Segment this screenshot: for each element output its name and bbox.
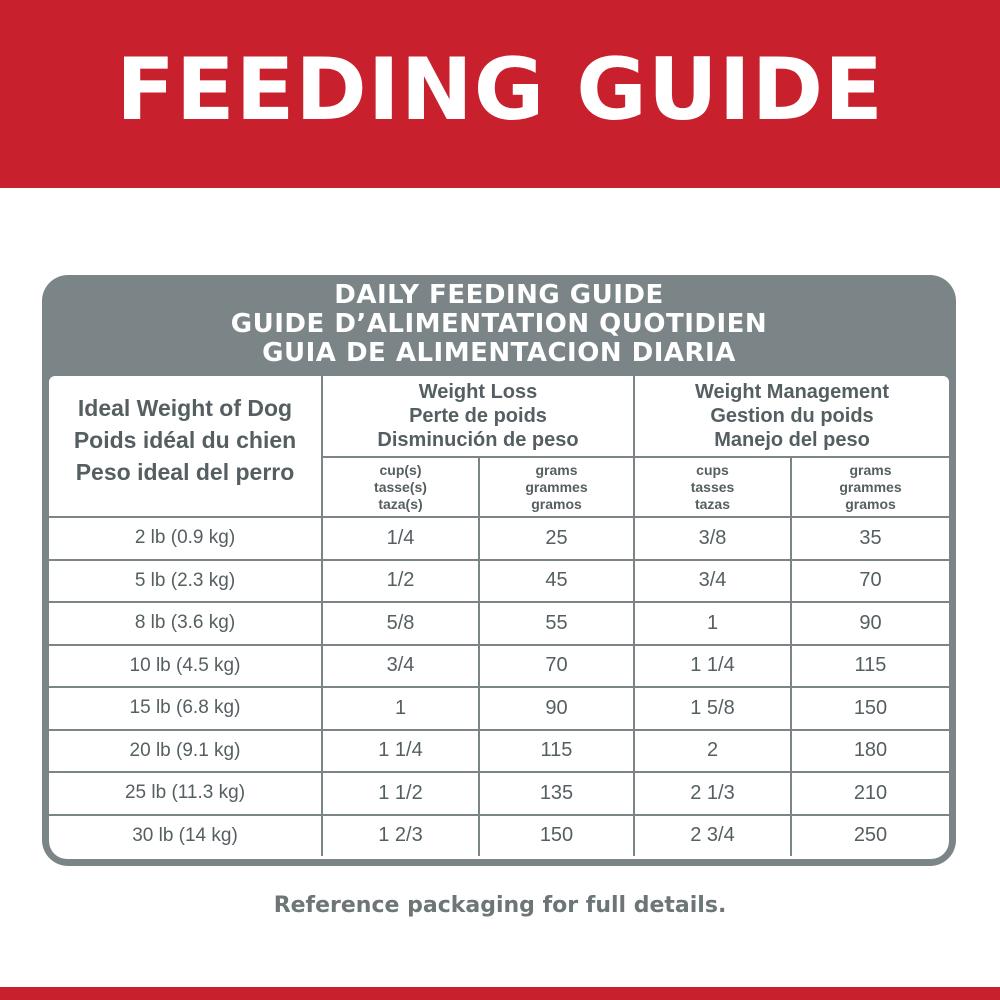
table-row — [49, 517, 949, 560]
table-row — [49, 560, 949, 603]
loss-cups-cell: 5/8 — [322, 602, 479, 645]
weight-cell: 2 lb (0.9 kg) — [49, 517, 322, 560]
loss-cups-cell: 3/4 — [322, 645, 479, 688]
sub-line: gramos — [531, 495, 582, 512]
mgmt-cups-cell: 3/4 — [634, 560, 791, 603]
group-line: Perte de poids — [409, 405, 547, 427]
sub-line: tasses — [690, 478, 735, 495]
mgmt-grams-cell: 210 — [791, 772, 949, 815]
card-heading — [42, 281, 956, 368]
loss-cups-cell: 1 1/4 — [322, 730, 479, 773]
sub-line: gramos — [845, 495, 896, 512]
table-row — [49, 602, 949, 645]
table-row — [49, 645, 949, 688]
table-row — [49, 772, 949, 815]
feeding-table-body — [49, 517, 949, 856]
sub-line: tasse(s) — [374, 478, 427, 495]
group-line: Disminución de peso — [377, 429, 579, 451]
sub-line: grams — [849, 461, 892, 478]
loss-grams-cell: 115 — [479, 730, 634, 773]
mgmt-cups-cell: 2 3/4 — [634, 815, 791, 857]
loss-grams-cell: 55 — [479, 602, 634, 645]
loss-grams-cell: 25 — [479, 517, 634, 560]
loss-grams-cell: 45 — [479, 560, 634, 603]
card-heading-fr: GUIDE D’ALIMENTATION QUOTIDIEN — [230, 309, 768, 339]
mgmt-cups-cell: 2 1/3 — [634, 772, 791, 815]
mgmt-grams-cell: 150 — [791, 687, 949, 730]
mgmt-grams-cell: 180 — [791, 730, 949, 773]
table-row — [49, 815, 949, 857]
mgmt-cups-cell: 1 1/4 — [634, 645, 791, 688]
mgmt-grams-header — [791, 457, 949, 517]
weight-cell: 5 lb (2.3 kg) — [49, 560, 322, 603]
mgmt-grams-cell: 70 — [791, 560, 949, 603]
weight-cell: 8 lb (3.6 kg) — [49, 602, 322, 645]
weight-management-header — [634, 376, 949, 457]
weight-cell: 25 lb (11.3 kg) — [49, 772, 322, 815]
table-row — [49, 687, 949, 730]
page-title: FEEDING GUIDE — [116, 40, 884, 140]
weight-cell: 10 lb (4.5 kg) — [49, 645, 322, 688]
loss-grams-cell: 70 — [479, 645, 634, 688]
weight-header-es: Peso ideal del perro — [75, 459, 295, 485]
weight-cell: 20 lb (9.1 kg) — [49, 730, 322, 773]
sub-line: cups — [696, 461, 729, 478]
loss-cups-header — [322, 457, 479, 517]
loss-grams-cell: 90 — [479, 687, 634, 730]
mgmt-cups-cell: 1 — [634, 602, 791, 645]
card-heading-en: DAILY FEEDING GUIDE — [334, 280, 664, 310]
loss-cups-cell: 1 1/2 — [322, 772, 479, 815]
loss-cups-cell: 1 — [322, 687, 479, 730]
sub-line: tazas — [694, 495, 731, 512]
mgmt-grams-cell: 35 — [791, 517, 949, 560]
weight-header-fr: Poids idéal du chien — [73, 427, 297, 453]
sub-line: taza(s) — [378, 495, 423, 512]
weight-loss-header — [322, 376, 634, 457]
weight-header-en: Ideal Weight of Dog — [77, 395, 293, 421]
bottom-accent-bar — [0, 987, 1000, 1000]
loss-cups-cell: 1/4 — [322, 517, 479, 560]
loss-cups-cell: 1/2 — [322, 560, 479, 603]
group-line: Gestion du poids — [710, 405, 874, 427]
mgmt-cups-header — [634, 457, 791, 517]
table-row — [49, 730, 949, 773]
mgmt-cups-cell: 1 5/8 — [634, 687, 791, 730]
group-line: Weight Loss — [418, 381, 538, 403]
loss-grams-cell: 135 — [479, 772, 634, 815]
group-line: Weight Management — [694, 381, 890, 403]
sub-line: grams — [535, 461, 578, 478]
sub-line: grammes — [839, 478, 902, 495]
feeding-guide-card — [42, 275, 956, 866]
sub-line: grammes — [525, 478, 588, 495]
header-banner — [0, 0, 1000, 188]
mgmt-grams-cell: 250 — [791, 815, 949, 857]
loss-cups-cell: 1 2/3 — [322, 815, 479, 857]
sub-line: cup(s) — [379, 461, 422, 478]
loss-grams-cell: 150 — [479, 815, 634, 857]
mgmt-grams-cell: 115 — [791, 645, 949, 688]
weight-cell: 15 lb (6.8 kg) — [49, 687, 322, 730]
loss-grams-header — [479, 457, 634, 517]
reference-note: Reference packaging for full details. — [273, 893, 727, 918]
weight-column-header — [49, 376, 322, 517]
weight-cell: 30 lb (14 kg) — [49, 815, 322, 857]
mgmt-cups-cell: 2 — [634, 730, 791, 773]
group-line: Manejo del peso — [714, 429, 870, 451]
card-heading-es: GUIA DE ALIMENTACION DIARIA — [262, 338, 736, 368]
mgmt-grams-cell: 90 — [791, 602, 949, 645]
feeding-table — [49, 376, 949, 856]
mgmt-cups-cell: 3/8 — [634, 517, 791, 560]
feeding-table-wrapper — [49, 376, 949, 859]
